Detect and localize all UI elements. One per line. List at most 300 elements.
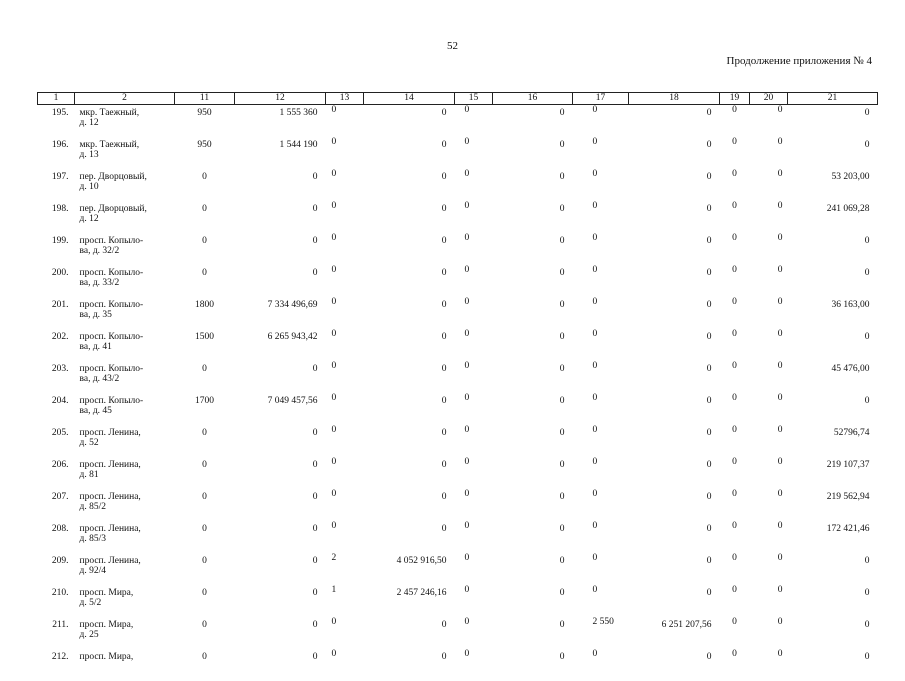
col-15-cell: 0 xyxy=(455,137,493,169)
address-cell xyxy=(75,233,175,265)
address-line-1: мкр. Таежный, xyxy=(80,140,175,150)
address-line-1: просп. Ленина, xyxy=(80,524,175,534)
col-15-cell: 0 xyxy=(455,553,493,585)
col-17-cell: 0 xyxy=(573,105,629,138)
col-13-cell: 0 xyxy=(326,201,364,233)
col-19-cell: 0 xyxy=(720,553,750,585)
address-line-2: д. 10 xyxy=(80,182,175,192)
table-row xyxy=(38,169,878,201)
col-16-cell: 0 xyxy=(493,329,573,361)
table-row xyxy=(38,489,878,521)
page-number: 52 xyxy=(0,40,905,52)
col-16-cell: 0 xyxy=(493,297,573,329)
col-15-cell: 0 xyxy=(455,265,493,297)
address-cell xyxy=(75,489,175,521)
table-row xyxy=(38,201,878,233)
col-12-cell: 0 xyxy=(235,425,326,457)
col-16-cell: 0 xyxy=(493,649,573,681)
col-21-cell: 0 xyxy=(788,265,878,297)
col-16-cell: 0 xyxy=(493,553,573,585)
col-16-cell: 0 xyxy=(493,425,573,457)
address-line-2: д. 81 xyxy=(80,470,175,480)
col-14-cell: 0 xyxy=(364,649,455,681)
col-20-cell: 0 xyxy=(750,457,788,489)
col-16-cell: 0 xyxy=(493,457,573,489)
col-20-cell: 0 xyxy=(750,553,788,585)
col-20-cell: 0 xyxy=(750,233,788,265)
col-19-cell: 0 xyxy=(720,585,750,617)
table-body xyxy=(38,105,878,681)
table-row xyxy=(38,265,878,297)
table-row xyxy=(38,297,878,329)
col-20-cell: 0 xyxy=(750,265,788,297)
col-20-cell: 0 xyxy=(750,425,788,457)
address-line-2: д. 12 xyxy=(80,118,175,128)
col-21-cell: 172 421,46 xyxy=(788,521,878,553)
col-19-cell: 0 xyxy=(720,361,750,393)
col-14-cell: 0 xyxy=(364,521,455,553)
address-line-2: д. 92/4 xyxy=(80,566,175,576)
address-line-1: просп. Мира, xyxy=(80,652,175,662)
address-line-1: просп. Мира, xyxy=(80,620,175,630)
row-number: 212. xyxy=(38,649,75,681)
col-21-cell: 52796,74 xyxy=(788,425,878,457)
col-18-cell: 0 xyxy=(629,553,720,585)
col-11-cell: 1500 xyxy=(175,329,235,361)
col-11-cell: 0 xyxy=(175,361,235,393)
col-20-cell: 0 xyxy=(750,585,788,617)
col-18-cell: 0 xyxy=(629,329,720,361)
col-12-cell: 1 555 360 xyxy=(235,105,326,138)
col-17-cell: 0 xyxy=(573,169,629,201)
col-18-cell: 0 xyxy=(629,105,720,138)
col-11-cell: 1800 xyxy=(175,297,235,329)
col-19-cell: 0 xyxy=(720,425,750,457)
column-header: 11 xyxy=(175,93,235,105)
col-20-cell: 0 xyxy=(750,137,788,169)
col-18-cell: 0 xyxy=(629,169,720,201)
address-cell xyxy=(75,201,175,233)
col-17-cell: 0 xyxy=(573,457,629,489)
address-line-2: ва, д. 35 xyxy=(80,310,175,320)
col-12-cell: 0 xyxy=(235,169,326,201)
col-11-cell: 0 xyxy=(175,617,235,649)
col-14-cell: 0 xyxy=(364,169,455,201)
col-17-cell: 0 xyxy=(573,265,629,297)
col-18-cell: 0 xyxy=(629,585,720,617)
col-11-cell: 0 xyxy=(175,233,235,265)
col-13-cell: 0 xyxy=(326,521,364,553)
row-number: 208. xyxy=(38,521,75,553)
col-17-cell: 0 xyxy=(573,649,629,681)
col-13-cell: 0 xyxy=(326,329,364,361)
col-17-cell: 0 xyxy=(573,425,629,457)
col-21-cell: 219 107,37 xyxy=(788,457,878,489)
address-cell xyxy=(75,585,175,617)
col-12-cell: 0 xyxy=(235,201,326,233)
address-cell xyxy=(75,553,175,585)
address-line-1: пер. Дворцовый, xyxy=(80,204,175,214)
col-15-cell: 0 xyxy=(455,297,493,329)
table-row xyxy=(38,393,878,425)
address-cell xyxy=(75,169,175,201)
address-line-1: пер. Дворцовый, xyxy=(80,172,175,182)
column-header: 15 xyxy=(455,93,493,105)
table-row xyxy=(38,553,878,585)
row-number: 199. xyxy=(38,233,75,265)
address-line-2: д. 12 xyxy=(80,214,175,224)
address-line-1: просп. Ленина, xyxy=(80,460,175,470)
col-17-cell: 0 xyxy=(573,521,629,553)
col-12-cell: 7 334 496,69 xyxy=(235,297,326,329)
col-16-cell: 0 xyxy=(493,617,573,649)
address-line-1: мкр. Таежный, xyxy=(80,108,175,118)
col-13-cell: 0 xyxy=(326,425,364,457)
col-19-cell: 0 xyxy=(720,489,750,521)
appendix-note: Продолжение приложения № 4 xyxy=(727,55,872,67)
table-row xyxy=(38,233,878,265)
col-17-cell: 0 xyxy=(573,585,629,617)
col-14-cell: 2 457 246,16 xyxy=(364,585,455,617)
row-number: 195. xyxy=(38,105,75,138)
table-row xyxy=(38,105,878,138)
address-cell xyxy=(75,329,175,361)
col-19-cell: 0 xyxy=(720,169,750,201)
column-header: 14 xyxy=(364,93,455,105)
col-11-cell: 0 xyxy=(175,425,235,457)
col-13-cell: 0 xyxy=(326,169,364,201)
table-row xyxy=(38,425,878,457)
table-row xyxy=(38,617,878,649)
row-number: 200. xyxy=(38,265,75,297)
col-15-cell: 0 xyxy=(455,393,493,425)
address-cell xyxy=(75,265,175,297)
col-13-cell: 0 xyxy=(326,489,364,521)
col-11-cell: 0 xyxy=(175,457,235,489)
col-14-cell: 0 xyxy=(364,329,455,361)
col-11-cell: 950 xyxy=(175,137,235,169)
col-17-cell: 0 xyxy=(573,393,629,425)
col-20-cell: 0 xyxy=(750,649,788,681)
address-cell xyxy=(75,521,175,553)
address-cell xyxy=(75,425,175,457)
row-number: 201. xyxy=(38,297,75,329)
col-16-cell: 0 xyxy=(493,105,573,138)
column-header: 13 xyxy=(326,93,364,105)
row-number: 205. xyxy=(38,425,75,457)
row-number: 197. xyxy=(38,169,75,201)
col-11-cell: 0 xyxy=(175,265,235,297)
col-14-cell: 0 xyxy=(364,617,455,649)
col-16-cell: 0 xyxy=(493,137,573,169)
column-header: 12 xyxy=(235,93,326,105)
col-12-cell: 0 xyxy=(235,361,326,393)
column-header: 17 xyxy=(573,93,629,105)
column-header: 20 xyxy=(750,93,788,105)
row-number: 207. xyxy=(38,489,75,521)
row-number: 196. xyxy=(38,137,75,169)
col-17-cell: 0 xyxy=(573,553,629,585)
col-12-cell: 0 xyxy=(235,617,326,649)
col-19-cell: 0 xyxy=(720,233,750,265)
col-15-cell: 0 xyxy=(455,585,493,617)
col-11-cell: 0 xyxy=(175,553,235,585)
col-13-cell: 0 xyxy=(326,361,364,393)
col-19-cell: 0 xyxy=(720,457,750,489)
address-line-1: просп. Копыло- xyxy=(80,236,175,246)
col-18-cell: 0 xyxy=(629,361,720,393)
table-row xyxy=(38,457,878,489)
col-18-cell: 0 xyxy=(629,649,720,681)
col-14-cell: 0 xyxy=(364,137,455,169)
col-18-cell: 0 xyxy=(629,489,720,521)
col-15-cell: 0 xyxy=(455,361,493,393)
col-21-cell: 36 163,00 xyxy=(788,297,878,329)
address-line-2: ва, д. 32/2 xyxy=(80,246,175,256)
col-11-cell: 1700 xyxy=(175,393,235,425)
address-line-1: просп. Копыло- xyxy=(80,300,175,310)
col-18-cell: 6 251 207,56 xyxy=(629,617,720,649)
col-12-cell: 1 544 190 xyxy=(235,137,326,169)
col-13-cell: 0 xyxy=(326,457,364,489)
table-row xyxy=(38,585,878,617)
address-cell xyxy=(75,649,175,681)
col-20-cell: 0 xyxy=(750,617,788,649)
col-19-cell: 0 xyxy=(720,649,750,681)
col-20-cell: 0 xyxy=(750,105,788,138)
column-header: 2 xyxy=(75,93,175,105)
col-15-cell: 0 xyxy=(455,489,493,521)
col-19-cell: 0 xyxy=(720,617,750,649)
col-15-cell: 0 xyxy=(455,329,493,361)
col-20-cell: 0 xyxy=(750,201,788,233)
address-line-1: просп. Копыло- xyxy=(80,396,175,406)
col-21-cell: 0 xyxy=(788,105,878,138)
col-17-cell: 0 xyxy=(573,201,629,233)
col-21-cell: 0 xyxy=(788,137,878,169)
col-12-cell: 0 xyxy=(235,457,326,489)
col-17-cell: 0 xyxy=(573,489,629,521)
col-18-cell: 0 xyxy=(629,521,720,553)
col-20-cell: 0 xyxy=(750,393,788,425)
col-16-cell: 0 xyxy=(493,393,573,425)
address-line-1: просп. Копыло- xyxy=(80,364,175,374)
col-13-cell: 0 xyxy=(326,265,364,297)
row-number: 202. xyxy=(38,329,75,361)
col-14-cell: 0 xyxy=(364,425,455,457)
col-21-cell: 53 203,00 xyxy=(788,169,878,201)
col-16-cell: 0 xyxy=(493,489,573,521)
col-11-cell: 950 xyxy=(175,105,235,138)
col-12-cell: 0 xyxy=(235,521,326,553)
col-13-cell: 0 xyxy=(326,649,364,681)
col-16-cell: 0 xyxy=(493,201,573,233)
address-cell xyxy=(75,297,175,329)
col-18-cell: 0 xyxy=(629,265,720,297)
col-13-cell: 0 xyxy=(326,297,364,329)
col-16-cell: 0 xyxy=(493,521,573,553)
col-12-cell: 7 049 457,56 xyxy=(235,393,326,425)
row-number: 204. xyxy=(38,393,75,425)
col-14-cell: 0 xyxy=(364,393,455,425)
address-line-1: просп. Копыло- xyxy=(80,332,175,342)
col-17-cell: 2 550 xyxy=(573,617,629,649)
data-table xyxy=(37,92,878,681)
col-14-cell: 0 xyxy=(364,105,455,138)
col-20-cell: 0 xyxy=(750,329,788,361)
col-19-cell: 0 xyxy=(720,297,750,329)
col-21-cell: 241 069,28 xyxy=(788,201,878,233)
col-21-cell: 0 xyxy=(788,393,878,425)
address-line-2: д. 85/3 xyxy=(80,534,175,544)
address-cell xyxy=(75,361,175,393)
address-line-1: просп. Мира, xyxy=(80,588,175,598)
address-line-2: д. 52 xyxy=(80,438,175,448)
row-number: 209. xyxy=(38,553,75,585)
col-16-cell: 0 xyxy=(493,265,573,297)
col-12-cell: 0 xyxy=(235,233,326,265)
address-cell xyxy=(75,105,175,138)
col-19-cell: 0 xyxy=(720,137,750,169)
col-12-cell: 0 xyxy=(235,265,326,297)
address-line-1: просп. Ленина, xyxy=(80,556,175,566)
col-11-cell: 0 xyxy=(175,169,235,201)
column-header: 21 xyxy=(788,93,878,105)
col-21-cell: 0 xyxy=(788,649,878,681)
col-14-cell: 0 xyxy=(364,201,455,233)
col-20-cell: 0 xyxy=(750,361,788,393)
col-14-cell: 0 xyxy=(364,361,455,393)
col-16-cell: 0 xyxy=(493,169,573,201)
address-cell xyxy=(75,137,175,169)
col-16-cell: 0 xyxy=(493,361,573,393)
col-19-cell: 0 xyxy=(720,393,750,425)
col-14-cell: 0 xyxy=(364,457,455,489)
col-17-cell: 0 xyxy=(573,361,629,393)
row-number: 206. xyxy=(38,457,75,489)
col-12-cell: 6 265 943,42 xyxy=(235,329,326,361)
col-14-cell: 0 xyxy=(364,265,455,297)
col-18-cell: 0 xyxy=(629,425,720,457)
col-17-cell: 0 xyxy=(573,233,629,265)
col-13-cell: 0 xyxy=(326,137,364,169)
col-21-cell: 0 xyxy=(788,553,878,585)
col-12-cell: 0 xyxy=(235,489,326,521)
col-11-cell: 0 xyxy=(175,521,235,553)
col-14-cell: 0 xyxy=(364,233,455,265)
col-18-cell: 0 xyxy=(629,137,720,169)
address-line-2: д. 25 xyxy=(80,630,175,640)
column-header: 18 xyxy=(629,93,720,105)
col-18-cell: 0 xyxy=(629,297,720,329)
column-header: 1 xyxy=(38,93,75,105)
col-19-cell: 0 xyxy=(720,105,750,138)
col-15-cell: 0 xyxy=(455,169,493,201)
address-line-2: ва, д. 41 xyxy=(80,342,175,352)
col-16-cell: 0 xyxy=(493,233,573,265)
col-13-cell: 0 xyxy=(326,393,364,425)
column-header: 16 xyxy=(493,93,573,105)
col-17-cell: 0 xyxy=(573,137,629,169)
address-line-2: ва, д. 43/2 xyxy=(80,374,175,384)
col-14-cell: 0 xyxy=(364,297,455,329)
table-row xyxy=(38,521,878,553)
row-number: 210. xyxy=(38,585,75,617)
address-line-2: ва, д. 45 xyxy=(80,406,175,416)
col-15-cell: 0 xyxy=(455,425,493,457)
col-15-cell: 0 xyxy=(455,457,493,489)
col-12-cell: 0 xyxy=(235,649,326,681)
col-19-cell: 0 xyxy=(720,201,750,233)
col-12-cell: 0 xyxy=(235,553,326,585)
col-13-cell: 0 xyxy=(326,105,364,138)
col-21-cell: 0 xyxy=(788,329,878,361)
col-13-cell: 0 xyxy=(326,233,364,265)
col-16-cell: 0 xyxy=(493,585,573,617)
table-row xyxy=(38,361,878,393)
col-15-cell: 0 xyxy=(455,649,493,681)
address-line-2: д. 5/2 xyxy=(80,598,175,608)
col-19-cell: 0 xyxy=(720,265,750,297)
col-11-cell: 0 xyxy=(175,649,235,681)
col-21-cell: 219 562,94 xyxy=(788,489,878,521)
address-line-1: просп. Ленина, xyxy=(80,428,175,438)
address-cell xyxy=(75,457,175,489)
col-14-cell: 0 xyxy=(364,489,455,521)
address-line-2: д. 13 xyxy=(80,150,175,160)
col-20-cell: 0 xyxy=(750,169,788,201)
col-20-cell: 0 xyxy=(750,297,788,329)
col-13-cell: 2 xyxy=(326,553,364,585)
col-21-cell: 0 xyxy=(788,617,878,649)
col-20-cell: 0 xyxy=(750,489,788,521)
col-13-cell: 0 xyxy=(326,617,364,649)
table-row xyxy=(38,649,878,681)
col-21-cell: 0 xyxy=(788,585,878,617)
col-18-cell: 0 xyxy=(629,457,720,489)
row-number: 198. xyxy=(38,201,75,233)
col-15-cell: 0 xyxy=(455,105,493,138)
col-21-cell: 0 xyxy=(788,233,878,265)
col-21-cell: 45 476,00 xyxy=(788,361,878,393)
col-15-cell: 0 xyxy=(455,201,493,233)
col-11-cell: 0 xyxy=(175,489,235,521)
col-20-cell: 0 xyxy=(750,521,788,553)
table-row xyxy=(38,137,878,169)
col-12-cell: 0 xyxy=(235,585,326,617)
address-line-2: д. 85/2 xyxy=(80,502,175,512)
col-11-cell: 0 xyxy=(175,585,235,617)
col-15-cell: 0 xyxy=(455,233,493,265)
col-18-cell: 0 xyxy=(629,201,720,233)
col-15-cell: 0 xyxy=(455,521,493,553)
col-17-cell: 0 xyxy=(573,329,629,361)
table-row xyxy=(38,329,878,361)
row-number: 203. xyxy=(38,361,75,393)
address-line-2: ва, д. 33/2 xyxy=(80,278,175,288)
col-19-cell: 0 xyxy=(720,521,750,553)
col-19-cell: 0 xyxy=(720,329,750,361)
col-18-cell: 0 xyxy=(629,393,720,425)
col-11-cell: 0 xyxy=(175,201,235,233)
column-header: 19 xyxy=(720,93,750,105)
col-17-cell: 0 xyxy=(573,297,629,329)
address-line-1: просп. Копыло- xyxy=(80,268,175,278)
address-cell xyxy=(75,393,175,425)
address-cell xyxy=(75,617,175,649)
col-14-cell: 4 052 916,50 xyxy=(364,553,455,585)
row-number: 211. xyxy=(38,617,75,649)
